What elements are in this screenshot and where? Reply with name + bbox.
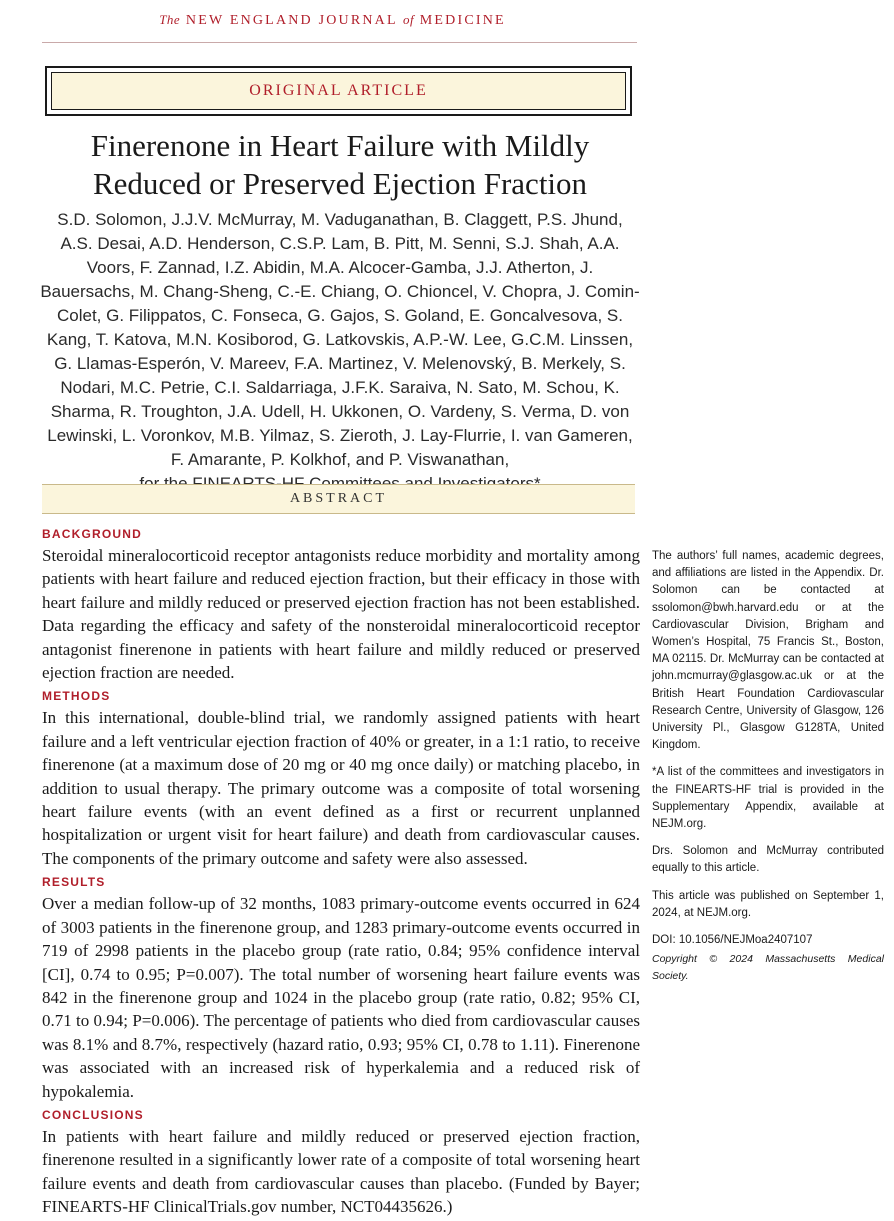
journal-name-part2: MEDICINE	[419, 13, 506, 28]
article-type-banner	[45, 66, 632, 116]
doi: DOI: 10.1056/NEJMoa2407107	[652, 934, 813, 947]
publication-note: This article was published on September 1, 2024, at NEJM.org.	[652, 889, 884, 919]
methods-text: In this international, double-blind trial, we randomly assigned patients with heart failure and a left ventricular ejection fraction of 40% or greater, in a 1:1 ratio, to receive finerenone (at a maximum dose of 20 mg or 40 mg once daily) or matching placebo, in addition to usual therapy. The primary outcome was a composite of total worsening heart failure events (with an event defined as a first or recurrent unplanned hospitalization or urgent visit for heart failure) and death from cardiovascular causes. The components of the primary outcome and safety were also assessed.	[42, 708, 640, 868]
abstract-body	[42, 524, 640, 1221]
abstract-heading: ABSTRACT	[42, 484, 635, 514]
equal-contribution-note: Drs. Solomon and McMurray contributed equally to this article.	[652, 845, 884, 875]
journal-prefix: The	[159, 12, 181, 27]
copyright: Copyright © 2024 Massachusetts Medical Society.	[652, 953, 884, 983]
author-list	[40, 208, 640, 496]
journal-name-part1: NEW ENGLAND JOURNAL	[185, 13, 398, 28]
author-contact-note: The authors’ full names, academic degrees, and affiliations are listed in the Appendix. Dr. Solomon can be contacted at ssolomon@bwh.harvard.edu or at the Cardiovascular Division, Brigham and Women’s Hospital, 75 Francis St., Boston, MA 02115. Dr. McMurray can be contacted at john.mcmurray@glasgow.ac.uk or at the British Heart Foundation Cardiovascular Research Centre, University of Glasgow, 126 University Pl., Glasgow G128TA, United Kingdom.	[652, 550, 884, 752]
masthead-divider	[42, 42, 637, 43]
journal-masthead	[0, 12, 665, 29]
conclusions-text: In patients with heart failure and mildly reduced or preserved ejection fraction, finerenone resulted in a significantly lower rate of a composite of total worsening heart failure events and death from cardiovascular causes than placebo. (Funded by Bayer; FINEARTS-HF ClinicalTrials.gov number, NCT04435626.)	[42, 1126, 640, 1217]
article-type-label: ORIGINAL ARTICLE	[51, 72, 626, 110]
authors-names: S.D. Solomon, J.J.V. McMurray, M. Vaduganathan, B. Claggett, P.S. Jhund, A.S. Desai, A.D. Henderson, C.S.P. Lam, B. Pitt, M. Senni, S.J. Shah, A.A. Voors, F. Zannad, I.Z. Abidin, M.A. Alcocer-Gamba, J.J. Atherton, J. Bauersachs, M. Chang-Sheng, C.-E. Chiang, O. Chioncel, V. Chopra, J. Comin-Colet, G. Filippatos, C. Fonseca, G. Gajos, S. Goland, E. Goncalvesova, S. Kang, T. Katova, M.N. Kosiborod, G. Latkovskis, A.P.-W. Lee, G.C.M. Linssen, G. Llamas-Esperón, V. Mareev, F.A. Martinez, V. Melenovský, B. Merkely, S. Nodari, M.C. Petrie, C.I. Saldarriaga, J.F.K. Saraiva, N. Sato, M. Schou, K. Sharma, R. Troughton, J.A. Udell, H. Ukkonen, O. Vardeny, S. Verma, D. von Lewinski, L. Voronkov, M.B. Yilmaz, S. Zieroth, J. Lay-Flurrie, I. van Gameren, F. Amarante, P. Kolkhof, and P. Viswanathan,	[40, 210, 640, 469]
conclusions-heading: CONCLUSIONS	[42, 1107, 144, 1122]
methods-heading: METHODS	[42, 689, 111, 704]
committees-note: *A list of the committees and investigators in the FINEARTS-HF trial is provided in the Supplementary Appendix, available at NEJM.org.	[652, 766, 884, 831]
journal-connector: of	[402, 12, 415, 27]
results-text: Over a median follow-up of 32 months, 1083 primary-outcome events occurred in 624 of 3003 patients in the finerenone group, and 1283 primary-outcome events occurred in 719 of 2998 patients in the placebo group (rate ratio, 0.84; 95% confidence interval [CI], 0.74 to 0.95; P=0.007). The total number of worsening heart failure events was 842 in the finerenone group and 1024 in the placebo group (rate ratio, 0.82; 95% CI, 0.71 to 0.94; P=0.006). The percentage of patients who died from cardiovascular causes was 8.1% and 8.7%, respectively (hazard ratio, 0.93; 95% CI, 0.78 to 1.11). Finerenone was associated with an increased risk of hyperkalemia and a reduced risk of hypokalemia.	[42, 894, 640, 1101]
article-sidebar	[652, 548, 884, 986]
article-title: Finerenone in Heart Failure with Mildly Reduced or Preserved Ejection Fraction	[90, 128, 590, 201]
background-text: Steroidal mineralocorticoid receptor antagonists reduce morbidity and mortality among patients with heart failure and reduced ejection fraction, but their efficacy in those with heart failure and mildly reduced or preserved ejection fraction has not been established. Data regarding the efficacy and safety of the nonsteroidal mineralocorticoid receptor antagonist finerenone in patients with heart failure and mildly reduced or preserved ejection fraction are needed.	[42, 546, 640, 683]
results-heading: RESULTS	[42, 875, 106, 890]
background-heading: BACKGROUND	[42, 527, 142, 541]
